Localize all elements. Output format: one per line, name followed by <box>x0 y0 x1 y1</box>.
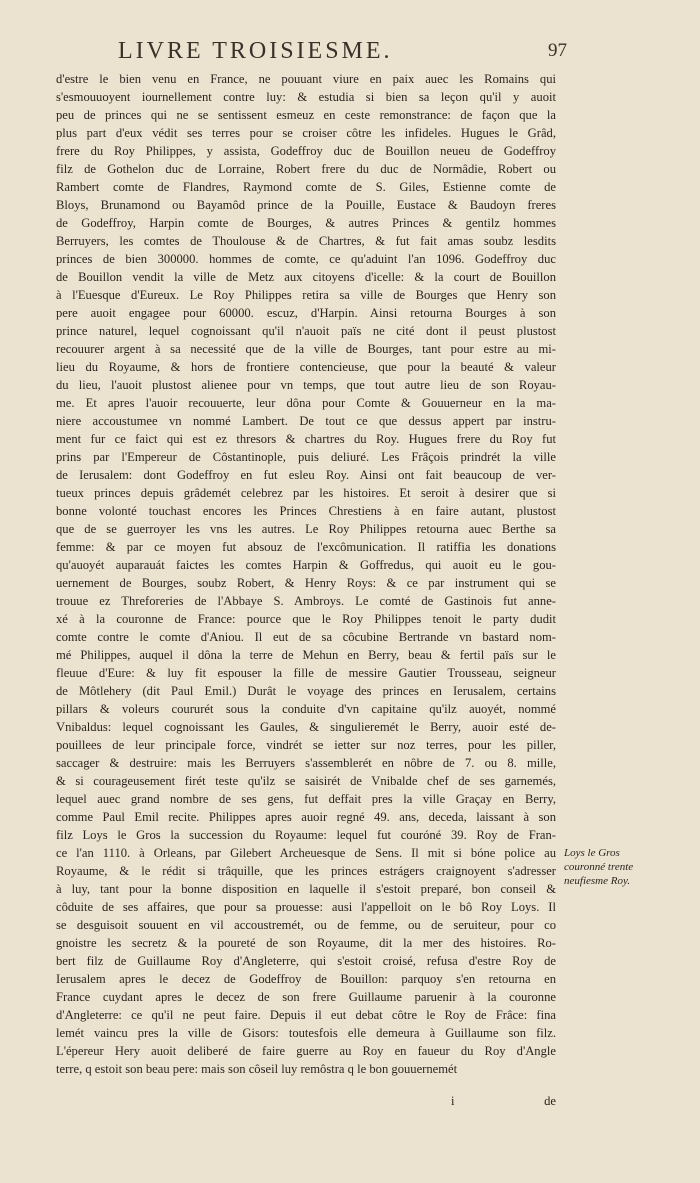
text-line: & si courageusement firét teste qu'ilz se saisirét de Vnibalde chef de ses garnemés, <box>56 774 556 788</box>
text-line: me. Et apres l'auoir recouuerte, leur dôna pour Comte & Gouuerneur en la ma- <box>56 396 556 410</box>
text-line: de Ierusalem: dont Godeffroy en fut esleu Roy. Ainsi ont fait beaucoup de ver- <box>56 468 556 482</box>
text-line: terre, q estoit son beau pere: mais son côseil luy remôstra q le bon gouuernemét <box>56 1062 458 1076</box>
text-line: xé à la couronne de France: pource que le Roy Philippes tenoit le party dudit <box>56 612 556 626</box>
text-line: bert filz de Guillaume Roy d'Angleterre, qui s'estoit croisé, refusa d'estre Roy de <box>56 954 556 968</box>
text-line: d'estre le bien venu en France, ne pouuant viure en paix auec les Romains qui <box>56 72 556 86</box>
text-line: princes de bien 300000. hommes de comte, ce qu'aduint l'an 1096. Godeffroy duc <box>56 252 556 266</box>
text-line: pere auoit engagee pour 60000. escuz, d'Harpin. Ainsi retourna Bourges à son <box>56 306 556 320</box>
text-line: ce l'an 1110. à Orleans, par Gilebert Archeuesque de Sens. Il mit si bóne police au <box>56 846 556 860</box>
text-line: s'esmouuoyent iournellement contre luy: & estudia si bien sa leçon qu'il y auoit <box>56 90 556 104</box>
text-line: bonne volonté touchast encores les Princes Chrestiens à en faire autant, plustost <box>56 504 556 518</box>
text-line: saccager & destruire: mais les Berruyers s'assemblerét en nôbre de 7. ou 8. mille, <box>56 756 556 770</box>
page-number: 97 <box>548 40 567 61</box>
running-title: LIVRE TROISIESME. <box>118 38 393 64</box>
text-line: pillars & voleurs coururét sous la conduite d'vn capitaine qu'ilz auoyét, nommé <box>56 702 556 716</box>
text-line: comme Paul Emil recite. Philippes apres auoir regné 49. ans, deceda, laissant à son <box>56 810 556 824</box>
text-line: du lieu, l'auoit plustost alienee pour vn temps, que tout autre lieu de son Royau- <box>56 378 556 392</box>
text-line: tueux princes depuis grâdemét celebrez par les histoires. Et seroit à desirer que si <box>56 486 556 500</box>
text-line: peu de princes qui ne se sentissent esmeuz en ceste remonstrance: de façon que la <box>56 108 556 122</box>
margin-note-line: neufiesme Roy. <box>564 875 630 887</box>
text-line: Ierusalem apres le decez de Godeffroy de Bouillon: parquoy s'en retourna en <box>56 972 556 986</box>
text-line: de Godeffroy, Harpin comte de Bourges, & autres Princes & gentilz hommes <box>56 216 556 230</box>
page-header <box>0 38 700 68</box>
text-line: prince naturel, lequel cognoissant qu'il n'auoit païs ne cité dont il peust plustost <box>56 324 556 338</box>
text-line: que de se guerroyer les vns les autres. Le Roy Philippes retourna auec Berthe sa <box>56 522 556 536</box>
text-line: Royaume, & le rédit si trâquille, que les princes estrágers craignoyent s'adresser <box>56 864 556 878</box>
text-line: lequel auec grand nombre de ses gens, fut deffait pres la ville Graçay en Berry, <box>56 792 556 806</box>
text-line: recouurer argent à sa necessité que de la ville de Bourges, tant pour estre au mi- <box>56 342 556 356</box>
text-line: plus part d'eux védit ses terres pour se croiser côtre les infideles. Hugues le Grâd, <box>56 126 556 140</box>
margin-note <box>564 846 674 888</box>
page-footer <box>56 1094 556 1112</box>
text-line: se desguisoit souuent en vil accoustremét, ou de femme, ou de seruiteur, pour co <box>56 918 556 932</box>
text-line: Rambert comte de Flandres, Raymond comte de S. Giles, Estienne comte de <box>56 180 556 194</box>
text-line: de Môtlehery (dit Paul Emil.) Durât le voyage des princes en Ierusalem, certains <box>56 684 556 698</box>
text-line: Berruyers, les comtes de Thoulouse & de Chartres, & fut fait amas soubz lesdits <box>56 234 556 248</box>
text-line: côduite de ses affaires, que pour sa prouesse: ausi l'appelloit on le bô Roy Loys. Il <box>56 900 556 914</box>
margin-note-line: Loys le Gros <box>564 847 620 859</box>
catchword: de <box>544 1094 556 1108</box>
text-line: lieu du Royaume, & hors de frontiere contencieuse, que pour la beauté & valeur <box>56 360 556 374</box>
text-line: fleuue d'Eure: & luy fit espouser la fille de messire Gautier Trousseau, seigneur <box>56 666 556 680</box>
text-line: L'épereur Hery auoit deliberé de faire guerre au Roy en faueur du Roy d'Angle <box>56 1044 556 1058</box>
text-line: Vnibaldus: lequel cognoissant les Gaules, & singulieremét le Berry, auoir esté de- <box>56 720 556 734</box>
text-line: qu'auoyét auparauát faictes les comtes Harpin & Goffredus, qui auoit eu le gou- <box>56 558 556 572</box>
text-line: femme: & par ce moyen fut absouz de l'excômunication. Il ratiffia les donations <box>56 540 556 554</box>
text-line: mé Philippes, auquel il dôna la terre de Mehun en Berry, beau & fertil païs sur le <box>56 648 556 662</box>
text-line: lemét vaincu pres la ville de Gisors: toutesfois elle demeura à Guillaume son filz. <box>56 1026 556 1040</box>
text-line: de Bouillon vendit la ville de Metz aux citoyens d'icelle: & la court de Bouillon <box>56 270 556 284</box>
text-line: à luy, tant pour la bonne disposition en laquelle il s'estoit preparé, bon conseil & <box>56 882 556 896</box>
text-line: niere accoustumee vn nommé Lambert. De tout ce que dessus appert par instru- <box>56 414 556 428</box>
signature-mark: i <box>451 1094 455 1108</box>
text-line: filz de Gothelon duc de Lorraine, Robert frere du duc de Normâdie, Robert ou <box>56 162 556 176</box>
text-line: à l'Euesque d'Eureux. Le Roy Philippes retira sa ville de Bourges que Henry son <box>56 288 556 302</box>
text-line: ment fur ce faict qui est ez thresors & chartres du Roy. Hugues frere du Roy fut <box>56 432 556 446</box>
text-line: prins par l'Empereur de Côstantinople, puis deliuré. Les Frâçois prindrét la ville <box>56 450 556 464</box>
text-line: frere du Roy Philippes, y assista, Godeffroy duc de Bouillon neueu de Godeffroy <box>56 144 556 158</box>
text-line: uernement de Bourges, soubz Robert, & Henry Roys: & ce par instrument qui se <box>56 576 556 590</box>
text-line: France cuydant apres le decez de son frere Guillaume paruenir à la couronne <box>56 990 556 1004</box>
text-line: comte contre le comte d'Aniou. Il eut de sa côcubine Bertrande vn bastard nom- <box>56 630 556 644</box>
text-line: trouue ez Threforeries de l'Abbaye S. Ambroys. Le comté de Gastinois fut anne- <box>56 594 556 608</box>
text-line: pouillees de leur principale force, vindrét se ietter sur noz terres, pour les piller, <box>56 738 556 752</box>
text-line: d'Angleterre: ce qu'il ne peut faire. Depuis il eut debat côtre le Roy de Frâce: fina <box>56 1008 556 1022</box>
body-text <box>56 70 556 1078</box>
margin-note-line: couronné trente <box>564 861 634 873</box>
text-line: Bloys, Brunamond ou Bayamôd prince de la Pouille, Eustace & Baudoyn freres <box>56 198 556 212</box>
text-line: gnoistre les secretz & la poureté de son Royaume, dit la mer des histoires. Ro- <box>56 936 556 950</box>
text-line: filz Loys le Gros la succession du Royaume: lequel fut couróné 39. Roy de Fran- <box>56 828 556 842</box>
